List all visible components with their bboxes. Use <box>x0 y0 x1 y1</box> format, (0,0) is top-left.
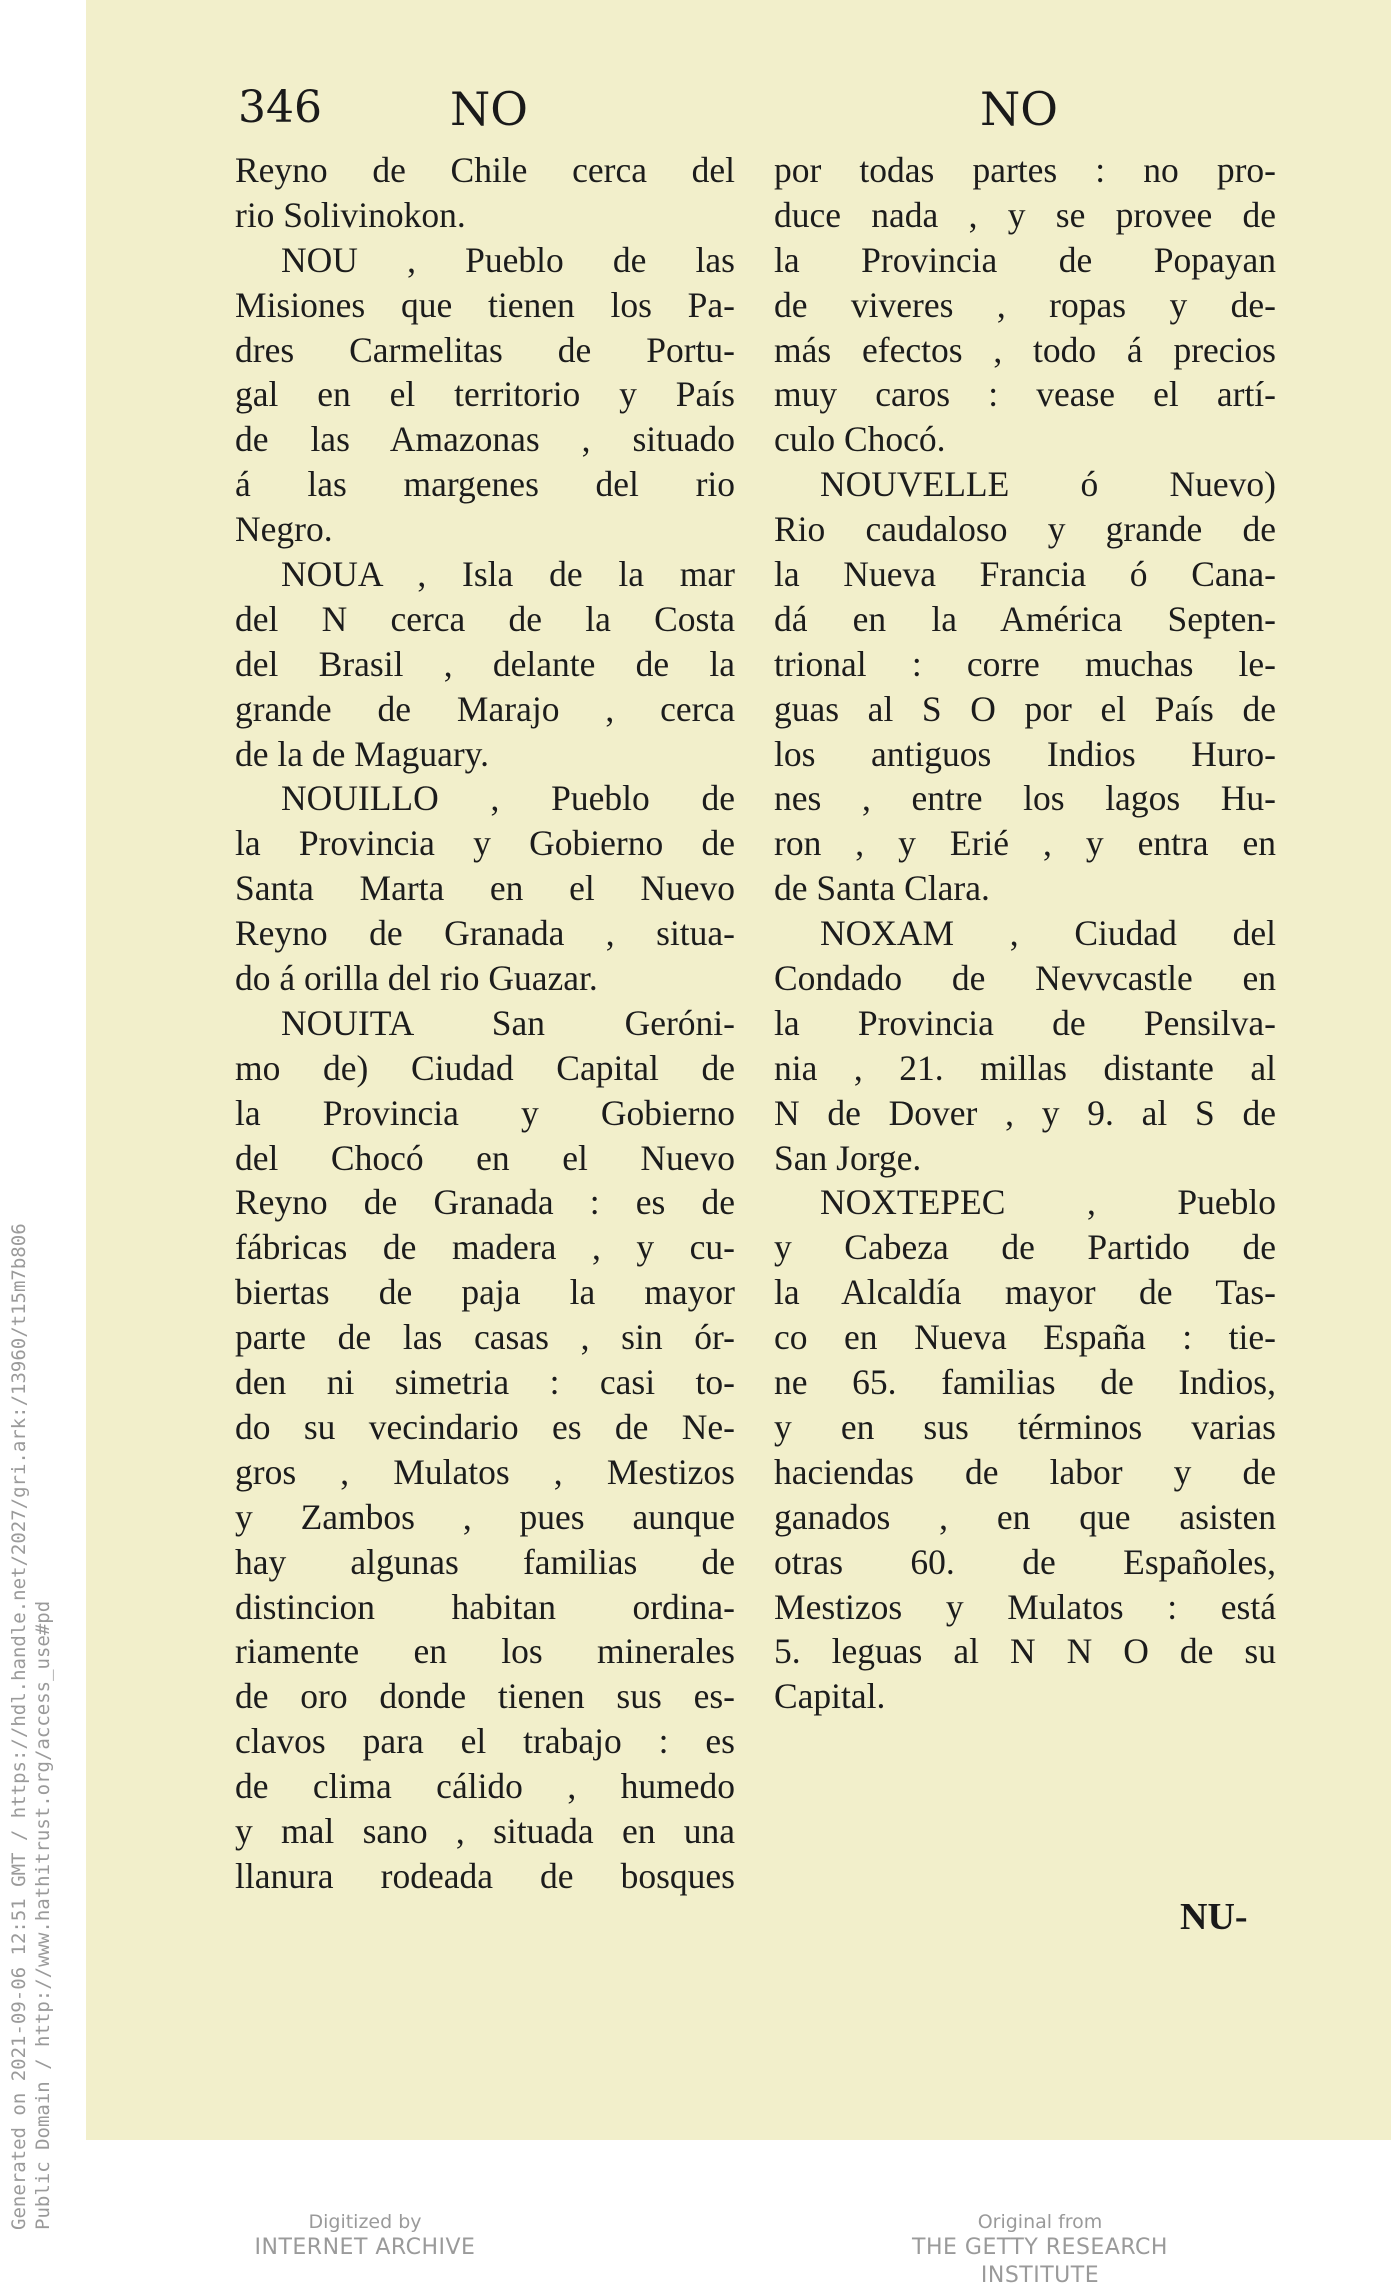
text-line: San Jorge. <box>774 1137 922 1178</box>
text-line: gal en el territorio y País <box>235 374 735 415</box>
text-line: la Provincia y Gobierno de <box>235 823 735 864</box>
text-line: de clima cálido , humedo <box>235 1766 735 1807</box>
text-line: Reyno de Granada : es de <box>235 1182 735 1223</box>
text-line: ron , y Erié , y entra en <box>774 823 1276 864</box>
text-line: de las Amazonas , situado <box>235 419 735 460</box>
text-line: y Zambos , pues aunque <box>235 1496 735 1537</box>
text-line: N de Dover , y 9. al S de <box>774 1092 1276 1133</box>
page-number: 346 <box>238 82 322 133</box>
text-line: clavos para el trabajo : es <box>235 1721 735 1762</box>
internet-archive-label: INTERNET ARCHIVE <box>254 2235 476 2260</box>
text-line: muy caros : vease el artí- <box>774 374 1276 415</box>
catchword: NU- <box>1180 1896 1248 1938</box>
text-line: guas al S O por el País de <box>774 688 1276 729</box>
text-line: Capital. <box>774 1676 886 1717</box>
right-text-column <box>774 148 1276 1719</box>
text-line: de oro donde tienen sus es- <box>235 1676 735 1717</box>
text-line: co en Nueva España : tie- <box>774 1317 1276 1358</box>
text-line: Rio caudaloso y grande de <box>774 509 1276 550</box>
text-line: y en sus términos varias <box>774 1406 1276 1447</box>
text-line: la Provincia de Popayan <box>774 239 1276 280</box>
text-line: Reyno de Granada , situa- <box>235 913 735 954</box>
text-line: rio Solivinokon. <box>235 194 466 235</box>
getty-label: THE GETTY RESEARCH INSTITUTE <box>912 2235 1168 2288</box>
text-line: nes , entre los lagos Hu- <box>774 778 1276 819</box>
text-line: de viveres , ropas y de- <box>774 284 1276 325</box>
text-line: biertas de paja la mayor <box>235 1272 735 1313</box>
text-line: NOUITA San Geróni- <box>281 1002 735 1043</box>
text-line: Mestizos y Mulatos : está <box>774 1586 1276 1627</box>
text-line: riamente en los minerales <box>235 1631 735 1672</box>
text-line: llanura rodeada de bosques <box>235 1855 735 1896</box>
generated-note: Generated on 2021-09-06 12:51 GMT / https://hdl.handle.net/2027/gri.ark:/13960/t15m7b806 <box>8 1223 30 2230</box>
text-line: dres Carmelitas de Portu- <box>235 329 735 370</box>
text-line: de la de Maguary. <box>235 733 489 774</box>
digitized-by-label: Digitized by <box>308 2211 422 2233</box>
text-line: ne 65. familias de Indios, <box>774 1362 1276 1403</box>
text-line: los antiguos Indios Huro- <box>774 733 1276 774</box>
text-line: y Cabeza de Partido de <box>774 1227 1276 1268</box>
text-line: por todas partes : no pro- <box>774 150 1276 190</box>
text-line: culo Chocó. <box>774 419 946 460</box>
text-line: 5. leguas al N N O de su <box>774 1631 1276 1672</box>
text-line: del N cerca de la Costa <box>235 598 735 639</box>
digitized-by-credit <box>240 2210 490 2262</box>
text-line: á las margenes del rio <box>235 464 735 505</box>
text-line: la Alcaldía mayor de Tas- <box>774 1272 1276 1313</box>
hathitrust-margin-note <box>0 1080 70 2250</box>
text-line: parte de las casas , sin ór- <box>235 1317 735 1358</box>
text-line: NOUVELLE ó Nuevo) <box>820 464 1276 505</box>
text-line: haciendas de labor y de <box>774 1451 1276 1492</box>
text-line: den ni simetria : casi to- <box>235 1362 735 1403</box>
original-from-credit <box>860 2210 1220 2290</box>
text-line: dá en la América Septen- <box>774 598 1276 639</box>
text-line: NOUA , Isla de la mar <box>281 554 735 595</box>
text-line: la Nueva Francia ó Cana- <box>774 554 1276 595</box>
text-line: de Santa Clara. <box>774 868 990 909</box>
text-line: NOU , Pueblo de las <box>281 239 735 280</box>
right-running-head: NO <box>980 82 1058 136</box>
text-line: fábricas de madera , y cu- <box>235 1227 735 1268</box>
text-line: nia , 21. millas distante al <box>774 1047 1276 1088</box>
text-line: hay algunas familias de <box>235 1541 735 1582</box>
text-line: do su vecindario es de Ne- <box>235 1406 735 1447</box>
text-line: ganados , en que asisten <box>774 1496 1276 1537</box>
text-line: Reyno de Chile cerca del <box>235 150 735 190</box>
text-line: la Provincia de Pensilva- <box>774 1002 1276 1043</box>
text-line: y mal sano , situada en una <box>235 1810 735 1851</box>
text-line: la Provincia y Gobierno <box>235 1092 735 1133</box>
text-line: Santa Marta en el Nuevo <box>235 868 735 909</box>
text-line: duce nada , y se provee de <box>774 194 1276 235</box>
text-line: NOXTEPEC , Pueblo <box>820 1182 1276 1223</box>
text-line: grande de Marajo , cerca <box>235 688 735 729</box>
text-line: trional : corre muchas le- <box>774 643 1276 684</box>
left-running-head: NO <box>450 82 528 136</box>
text-line: Misiones que tienen los Pa- <box>235 284 735 325</box>
text-line: Condado de Nevvcastle en <box>774 958 1276 999</box>
left-text-column <box>235 148 735 1899</box>
text-line: más efectos , todo á precios <box>774 329 1276 370</box>
text-line: do á orilla del rio Guazar. <box>235 958 598 999</box>
text-line: del Brasil , delante de la <box>235 643 735 684</box>
text-line: NOXAM , Ciudad del <box>820 913 1276 954</box>
text-line: gros , Mulatos , Mestizos <box>235 1451 735 1492</box>
text-line: Negro. <box>235 509 333 550</box>
text-line: NOUILLO , Pueblo de <box>281 778 735 819</box>
original-from-label: Original from <box>977 2211 1103 2233</box>
text-line: mo de) Ciudad Capital de <box>235 1047 735 1088</box>
text-line: distincion habitan ordina- <box>235 1586 735 1627</box>
public-domain-note: Public Domain / http://www.hathitrust.org/access_use#pd <box>32 1600 54 2230</box>
text-line: otras 60. de Españoles, <box>774 1541 1276 1582</box>
text-line: del Chocó en el Nuevo <box>235 1137 735 1178</box>
